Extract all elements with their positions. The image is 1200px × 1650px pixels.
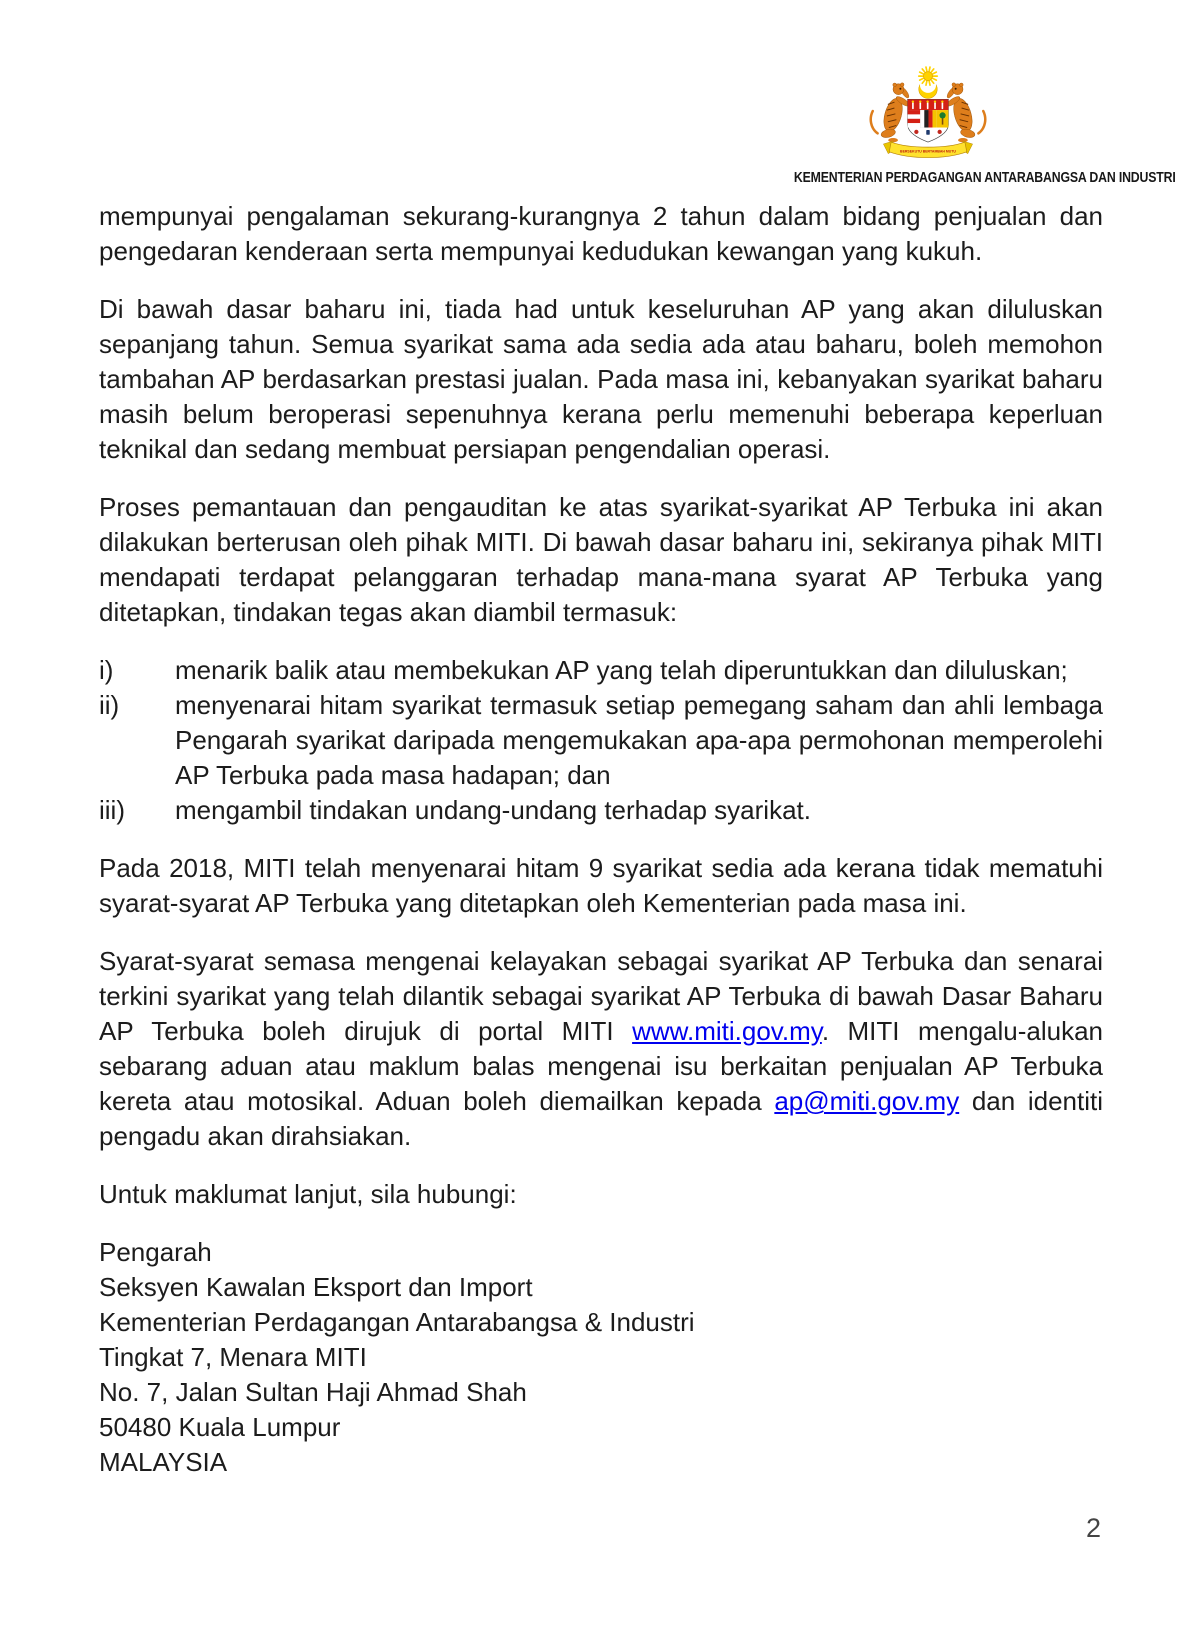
miti-portal-link[interactable]: www.miti.gov.my [632,1016,822,1046]
contact-line: 50480 Kuala Lumpur [99,1412,341,1442]
contact-line: Pengarah [99,1237,212,1267]
list-item-text: menarik balik atau membekukan AP yang telah diperuntukkan dan diluluskan; [175,655,1068,685]
list-item-text: menyenarai hitam syarikat termasuk setiap pemegang saham dan ahli lembaga Pengarah syarikat daripada mengemukakan apa-apa permohonan memperolehi AP Terbuka pada masa hadapan; dan [175,690,1103,790]
contact-address [99,1235,1103,1480]
page-number: 2 [1086,1513,1102,1543]
list-marker: iii) [99,795,125,825]
motto-ribbon [883,141,972,157]
shield-icon [908,99,949,142]
star-center [924,72,933,81]
paragraph-6: Untuk maklumat lanjut, sila hubungi: [99,1179,517,1209]
contact-line: MALAYSIA [99,1447,228,1477]
list-marker: ii) [99,690,120,720]
paragraph-3: Proses pemantauan dan pengauditan ke atas syarikat-syarikat AP Terbuka ini akan dilakukan berterusan oleh pihak MITI. Di bawah dasar baharu ini, sekiranya pihak MITI mendapati terdapat pelanggaran terhadap mana-mana syarat AP Terbuka yang ditetapkan, tindakan tegas akan diambil termasuk: [99,492,1103,627]
letterhead [752,62,1176,187]
shield-quarters [908,110,949,127]
tiger-supporter-icon [945,83,985,142]
paragraph-4: Pada 2018, MITI telah menyenarai hitam 9 syarikat sedia ada kerana tidak mematuhi syarat-syarat AP Terbuka yang ditetapkan oleh Kementerian pada masa ini. [99,853,1103,918]
paragraph-5: Syarat-syarat semasa mengenai kelayakan sebagai syarikat AP Terbuka dan senarai terkini syarikat yang telah dilantik sebagai syarikat AP Terbuka di bawah Dasar Baharu AP Terbuka boleh dirujuk di portal MITI www.miti.gov.my. MITI mengalu-alukan sebarang aduan atau maklum balas mengenai isu berkaitan penjualan AP Terbuka kereta atau motosikal. Aduan boleh diemailkan kepada ap@miti.gov.my dan identiti pengadu akan dirahsiakan. [99,946,1104,1151]
list-marker: i) [99,655,114,685]
motto-text: BERSEKUTU BERTAMBAH MUTU [900,149,956,154]
contact-line: No. 7, Jalan Sultan Haji Ahmad Shah [99,1377,527,1407]
contact-line: Kementerian Perdagangan Antarabangsa & Industri [99,1307,695,1337]
list-item [99,793,1103,828]
roman-numeral-list [99,653,1103,828]
ministry-name: KEMENTERIAN PERDAGANGAN ANTARABANGSA DAN INDUSTRI [793,169,1176,186]
contact-line: Tingkat 7, Menara MITI [99,1342,367,1372]
paragraph-2: Di bawah dasar baharu ini, tiada had untuk keseluruhan AP yang akan diluluskan sepanjang tahun. Semua syarikat sama ada sedia ada atau baharu, boleh memohon tambahan AP berdasarkan prestasi jualan. Pada masa ini, kebanyakan syarikat baharu masih belum beroperasi sepenuhnya kerana perlu memenuhi beberapa keperluan teknikal dan sedang membuat persiapan pengendalian operasi. [99,294,1103,464]
list-item-text: mengambil tindakan undang-undang terhadap syarikat. [175,795,811,825]
malaysia-coat-of-arms-icon [864,62,992,162]
ap-email-link[interactable]: ap@miti.gov.my [774,1086,960,1116]
list-item [99,688,1103,793]
contact-line: Seksyen Kawalan Eksport dan Import [99,1272,533,1302]
paragraph-1: mempunyai pengalaman sekurang-kurangnya 2 tahun dalam bidang penjualan dan pengedaran kenderaan serta mempunyai kedudukan kewangan yang kukuh. [99,201,1103,266]
document-body [99,199,1103,1480]
list-item [99,653,1103,688]
tiger-supporter-icon [871,83,911,142]
